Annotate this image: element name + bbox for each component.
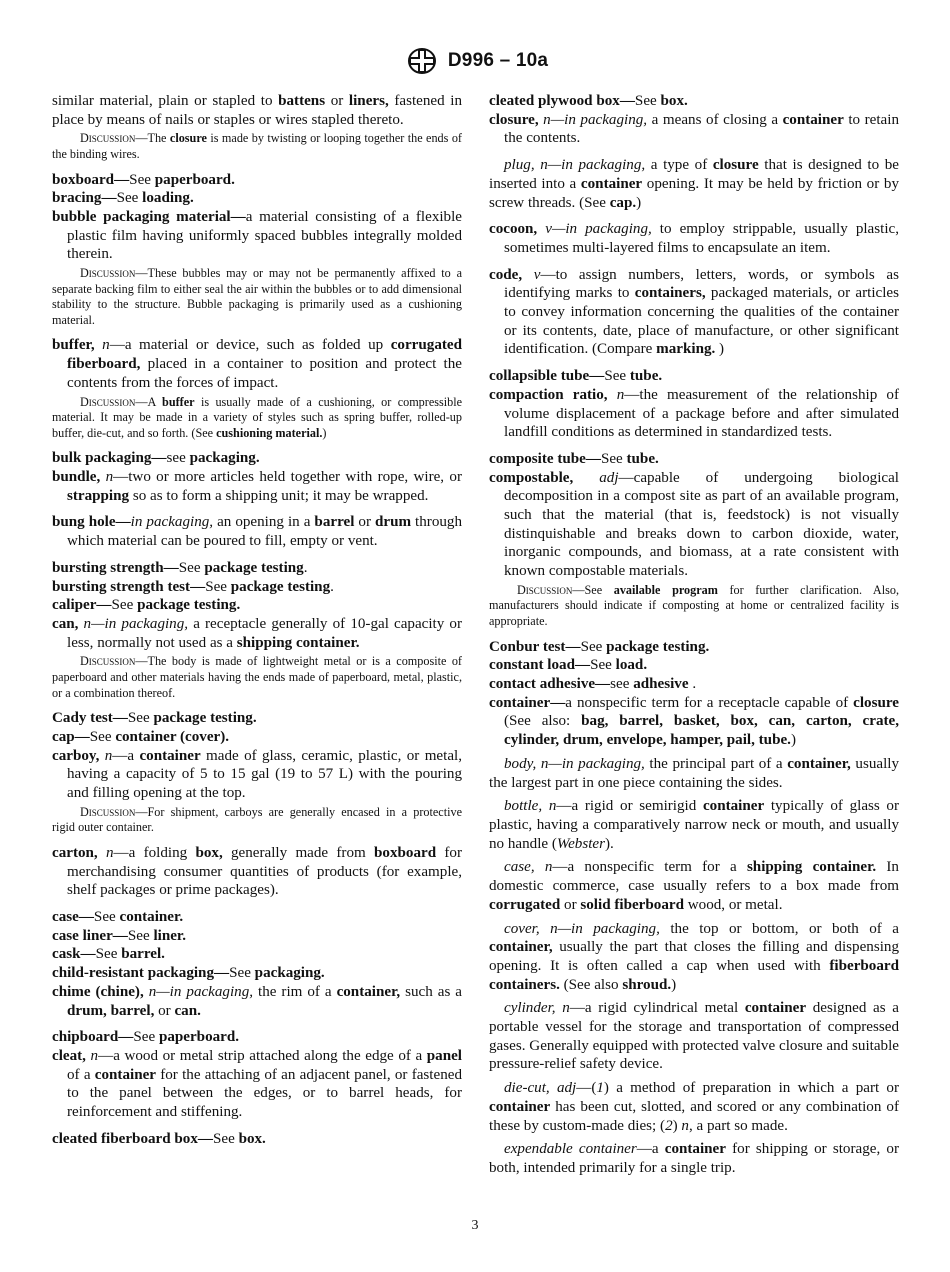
page-number: 3 [471, 1218, 479, 1233]
entry-case-liner: case liner—See liner. [52, 927, 187, 944]
subentry-body: body, n—in packaging, the principal part of a container, usually the largest part in one piece containing the sides. [489, 755, 900, 791]
entry-child-resistant: child-resistant packaging—See packaging. [52, 965, 325, 982]
entry-cleated-fiberboard-box: cleated fiberboard box—See box. [52, 1130, 266, 1147]
entry-constant-load: constant load—See load. [489, 657, 648, 674]
entry-cleated-plywood-box: cleated plywood box—See box. [489, 93, 688, 109]
entry-chime: chime (chine), n—in packaging, the rim of a container, such as a drum, barrel, or can. [52, 983, 462, 1019]
entry-boxboard: boxboard—See paperboard. [52, 171, 235, 188]
entry-carboy: carboy, n—a container made of glass, ceramic, plastic, or metal, having a capacity of 5 to 15 gal (19 to 57 L) with the pouring and filling opening at the top. [52, 747, 462, 801]
subentry-cover: cover, n—in packaging, the top or bottom, or both of a container, usually the part that closes the filling and dispensing opening. It is often called a cap when used with fiberboard containers. (See also shroud.) [489, 920, 899, 993]
entry-cleat: cleat, n—a wood or metal strip attached along the edge of a panel of a container for the attaching of an adjacent panel, or fastened to the panel between the edges, or to barrel heads, for reinforcement and stiffening. [52, 1047, 462, 1121]
entry-caliper: caliper—See package testing. [52, 597, 241, 614]
discussion-note: Discussion—A buffer is usually made of a cushioning, or compressible material. It may be made in a variety of styles such as spring buffer, rolled-up buffer, die-cut, and so forth. (See cushioning material.) [52, 394, 462, 440]
discussion-note: Discussion—See available program for further clarification. Also, manufacturers should indicate if composting at home or centralized facility is appropriate. [489, 582, 899, 629]
discussion-note: Discussion—The body is made of lightweight metal or is a composite of paperboard and other materials having the ends made of paperboard, metal, plastic, or a combination thereof. [52, 654, 462, 700]
entry-conbur-test: Conbur test—See package testing. [489, 638, 710, 655]
entry-bursting-strength: bursting strength—See package testing. [52, 559, 308, 576]
subentry-expendable-container: expendable container—a container for shipping or storage, or both, intended primarily for a single trip. [489, 1141, 899, 1176]
right-column [489, 92, 899, 1178]
page-header [0, 46, 950, 81]
entry-chipboard: chipboard—See paperboard. [52, 1029, 240, 1046]
entry-cocoon: cocoon, v—in packaging, to employ strippable, usually plastic, sometimes multi-layered films to encapsulate an item. [489, 221, 899, 256]
discussion-note: Discussion—For shipment, carboys are generally encased in a protective rigid outer container. [52, 804, 462, 835]
entry-case: case—See container. [52, 909, 184, 925]
entry-compaction-ratio: compaction ratio, n—the measurement of the relationship of volume displacement of a package before and after simulated landfill conditions as determined in standardized tests. [489, 386, 899, 441]
continued-entry: similar material, plain or stapled to battens or liners, fastened in place by means of nails or staples or wires stapled thereto. [52, 93, 463, 128]
subentry-plug: plug, n—in packaging, a type of closure that is designed to be inserted into a container opening. It may be held by friction or by screw threads. (See cap.) [489, 157, 899, 211]
entry-buffer: buffer, n—a material or device, such as folded up corrugated fiberboard, placed in a container to position and protect the contents from the forces of impact. [52, 337, 462, 391]
entry-composite-tube: composite tube—See tube. [489, 450, 659, 467]
entry-compostable: compostable, adj—capable of undergoing biological decomposition in a compost site as part of an available program, such that the material (that is, feedstock) is not visually distinquishable and breaks down to carbon dioxide, water, inorganic compounds, and biomass, at a rate consistent with known compostable materials. [489, 469, 899, 580]
left-column [52, 92, 462, 1148]
subentry-case: case, n—a nonspecific term for a shipping container. In domestic commerce, case usually refers to a box made from corrugated or solid fiberboard wood, or metal. [489, 859, 899, 913]
entry-can: can, n—in packaging, a receptacle generally of 10-gal capacity or less, normally not used as a shipping container. [52, 616, 463, 651]
discussion-note: Discussion—The closure is made by twisting or looping together the ends of the binding wires. [52, 131, 462, 161]
entry-closure: closure, n—in packaging, a means of closing a container to retain the contents. [489, 111, 899, 147]
entry-collapsible-tube: collapsible tube—See tube. [489, 368, 663, 385]
entry-bung-hole: bung hole—in packaging, an opening in a barrel or drum through which material can be poured to fill, empty or vent. [52, 514, 463, 550]
astm-logo-icon [402, 46, 442, 76]
subentry-cylinder: cylinder, n—a rigid cylindrical metal container designed as a portable vessel for the storage and transportation of compressed gases. Generally equipped with protected valve closure and suitable pressure-relief safety device. [489, 1000, 899, 1073]
entry-cask: cask—See barrel. [52, 946, 165, 963]
entry-bursting-strength-test: bursting strength test—See package testing. [52, 578, 334, 595]
standard-designation: D996 – 10a [447, 50, 549, 71]
discussion-note: Discussion—These bubbles may or may not be permanently affixed to a separate backing film to either seal the air within the bubbles or to add dimensional stability to the structure. Bubble packaging is primarily used as a cushioning material. [52, 266, 462, 327]
entry-code: code, v—to assign numbers, letters, words, or symbols as identifying marks to containers, packaged materials, or articles to convey information concerning the qualities of the container or its contents, date, place of manufacture, or other significant identification. (Compare marking. ) [489, 266, 900, 358]
subentry-bottle: bottle, n—a rigid or semirigid container typically of glass or plastic, having a comparatively narrow neck or mouth, and usually no handle (Webster). [489, 798, 900, 852]
entry-bulk-packaging: bulk packaging—see packaging. [52, 450, 260, 467]
entry-cady-test: Cady test—See package testing. [52, 710, 257, 727]
entry-cap: cap—See container (cover). [52, 728, 230, 745]
subentry-die-cut: die-cut, adj—(1) a method of preparation in which a part or container has been cut, slotted, and scored or any combination of these by custom-made dies; (2) n, a part so made. [489, 1080, 900, 1134]
entry-bubble-packaging: bubble packaging material—a material consisting of a flexible plastic film having uniformly spaced bubbles integrally molded therein. [52, 209, 462, 263]
entry-bundle: bundle, n—two or more articles held together with rope, wire, or strapping so as to form a shipping unit; it may be wrapped. [52, 469, 462, 504]
entry-contact-adhesive: contact adhesive—see adhesive . [489, 676, 697, 693]
entry-container: container—a nonspecific term for a receptacle capable of closure (See also: bag, barrel, basket, box, can, carton, crate, cylinder, drum, envelope, hamper, pail, tube.) [489, 694, 900, 749]
entry-carton: carton, n—a folding box, generally made from boxboard for merchandising consumer quantities of products (for example, shelf packages or prime packages). [52, 844, 462, 899]
entry-bracing: bracing—See loading. [52, 190, 194, 207]
